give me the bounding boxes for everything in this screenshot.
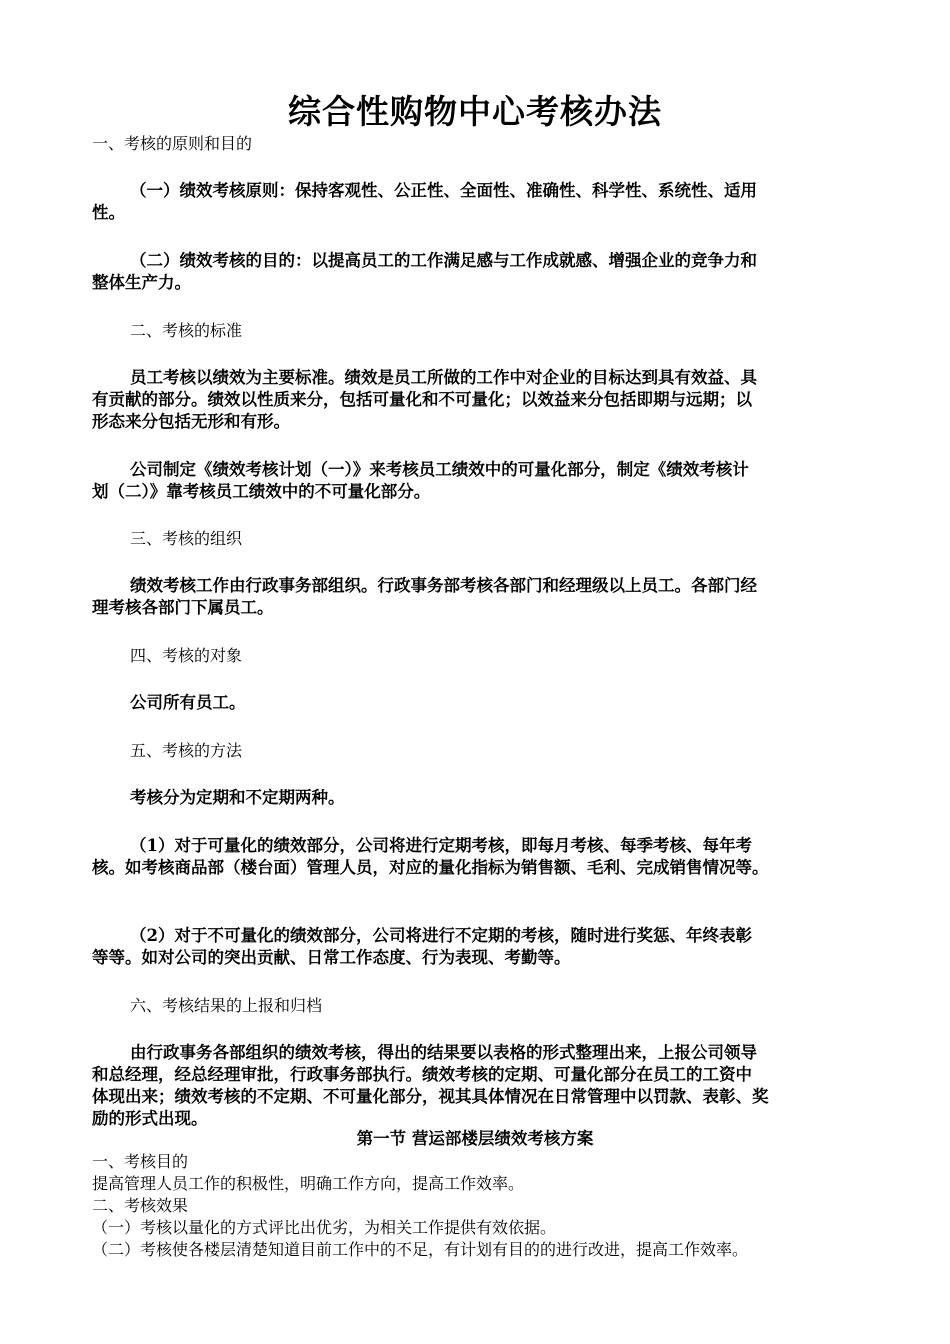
tail-heading-1: 一、考核目的 <box>92 1152 189 1171</box>
tail-text-2: （一）考核以量化的方式评比出优劣，为相关工作提供有效依据。 <box>92 1218 557 1237</box>
s1-paragraph-1-line-1: （一）绩效考核原则：保持客观性、公正性、全面性、准确性、科学性、系统性、适用 <box>130 181 757 200</box>
s6-paragraph-1-line-3: 体现出来；绩效考核的不定期、不可量化部分，视其具体情况在日常管理中以罚款、表彰、奖 <box>92 1087 769 1106</box>
s1-paragraph-2-line-2: 整体生产力。 <box>92 273 191 292</box>
section-title: 第一节 营运部楼层绩效考核方案 <box>356 1129 594 1148</box>
section-3-heading: 三、考核的组织 <box>130 529 243 548</box>
s1-paragraph-2-line-1: （二）绩效考核的目的：以提高员工的工作满足感与工作成就感、增强企业的竞争力和 <box>130 251 757 270</box>
s6-paragraph-1-line-4: 励的形式出现。 <box>92 1109 208 1128</box>
s4-paragraph-1-line-1: 公司所有员工。 <box>130 693 246 712</box>
tail-heading-2: 二、考核效果 <box>92 1196 189 1215</box>
s2-paragraph-1-line-3: 形态来分包括无形和有形。 <box>92 412 290 431</box>
s5-paragraph-3-line-1: （2）对于不可量化的绩效部分，公司将进行不定期的考核，随时进行奖惩、年终表彰 <box>130 926 752 945</box>
s6-paragraph-1-line-2: 和总经理，经总经理审批，行政事务部执行。绩效考核的定期、可量化部分在员工的工资中 <box>92 1065 752 1084</box>
s6-paragraph-1-line-1: 由行政事务各部组织的绩效考核，得出的结果要以表格的形式整理出来，上报公司领导 <box>130 1043 757 1062</box>
s2-paragraph-1-line-1: 员工考核以绩效为主要标准。绩效是员工所做的工作中对企业的目标达到具有效益、具 <box>130 368 757 387</box>
s5-paragraph-1-line-1: 考核分为定期和不定期两种。 <box>130 788 345 807</box>
s1-paragraph-1-line-2: 性。 <box>92 203 125 222</box>
section-5-heading: 五、考核的方法 <box>130 741 243 760</box>
s2-paragraph-2-line-1: 公司制定《绩效考核计划（一）》来考核员工绩效中的可量化部分，制定《绩效考核计 <box>130 460 749 479</box>
tail-text-3: （二）考核使各楼层清楚知道目前工作中的不足，有计划有目的的进行改进，提高工作效率。 <box>92 1240 749 1259</box>
s5-paragraph-2-line-1: （1）对于可量化的绩效部分，公司将进行定期考核，即每月考核、每季考核、每年考 <box>130 836 752 855</box>
s5-paragraph-2-line-2: 核。如考核商品部（楼台面）管理人员，对应的量化指标为销售额、毛利、完成销售情况等。 <box>92 858 769 877</box>
s3-paragraph-1-line-2: 理考核各部门下属员工。 <box>92 598 274 617</box>
section-6-heading: 六、考核结果的上报和归档 <box>130 996 323 1015</box>
tail-text-1: 提高管理人员工作的积极性，明确工作方向，提高工作效率。 <box>92 1174 525 1193</box>
s2-paragraph-2-line-2: 划（二）》靠考核员工绩效中的不可量化部分。 <box>92 482 431 501</box>
s2-paragraph-1-line-2: 有贡献的部分。绩效以性质来分，包括可量化和不可量化；以效益来分包括即期与远期；以 <box>92 390 752 409</box>
document-title: 综合性购物中心考核办法 <box>288 92 662 131</box>
section-1-heading: 一、考核的原则和目的 <box>92 134 253 153</box>
s5-paragraph-3-line-2: 等等。如对公司的突出贡献、日常工作态度、行为表现、考勤等。 <box>92 948 571 967</box>
section-4-heading: 四、考核的对象 <box>130 646 243 665</box>
section-2-heading: 二、考核的标准 <box>130 321 243 340</box>
s3-paragraph-1-line-1: 绩效考核工作由行政事务部组织。行政事务部考核各部门和经理级以上员工。各部门经 <box>130 576 757 595</box>
